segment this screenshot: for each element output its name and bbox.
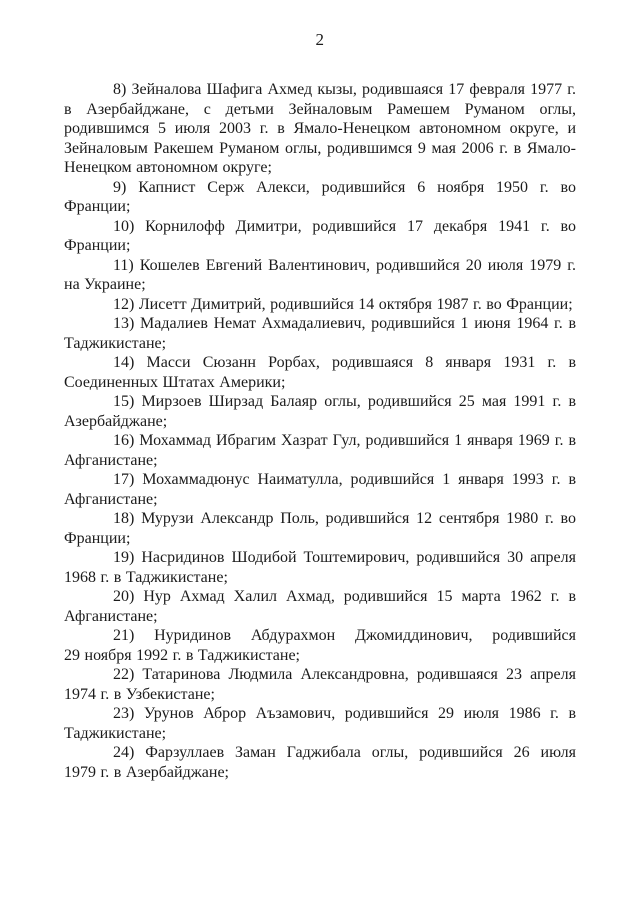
list-item-13: 13) Мадалиев Немат Ахмадалиевич, родившийся 1 июня 1964 г. в Таджикистане; <box>64 315 576 352</box>
list-item-15: 15) Мирзоев Ширзад Балаяр оглы, родившийся 25 мая 1991 г. в Азербайджане; <box>64 393 576 430</box>
document-body <box>64 80 576 782</box>
list-item-11: 11) Кошелев Евгений Валентинович, родившийся 20 июля 1979 г. на Украине; <box>64 256 576 293</box>
list-item-23: 23) Урунов Аброр Аъзамович, родившийся 29 июля 1986 г. в Таджикистане; <box>64 705 576 742</box>
list-item-22: 22) Татаринова Людмила Александровна, родившаяся 23 апреля 1974 г. в Узбекистане; <box>64 666 576 703</box>
list-item-14: 14) Масси Сюзанн Рорбах, родившаяся 8 января 1931 г. в Соединенных Штатах Америки; <box>64 354 576 391</box>
list-item-9: 9) Капнист Серж Алекси, родившийся 6 ноября 1950 г. во Франции; <box>64 178 576 215</box>
list-item-19: 19) Насридинов Шодибой Тоштемирович, родившийся 30 апреля 1968 г. в Таджикистане; <box>64 549 576 586</box>
list-item-24: 24) Фарзуллаев Заман Гаджибала оглы, родившийся 26 июля 1979 г. в Азербайджане; <box>64 744 576 781</box>
list-item-18: 18) Мурузи Александр Поль, родившийся 12 сентября 1980 г. во Франции; <box>64 510 576 547</box>
list-item-12: 12) Лисетт Димитрий, родившийся 14 октября 1987 г. во Франции; <box>113 295 573 313</box>
list-item-16: 16) Мохаммад Ибрагим Хазрат Гул, родившийся 1 января 1969 г. в Афганистане; <box>64 432 576 469</box>
list-item-21: 21) Нуридинов Абдурахмон Джомиддинович, родившийся 29 ноября 1992 г. в Таджикистане; <box>64 627 576 664</box>
list-item-8: 8) Зейналова Шафига Ахмед кызы, родившаяся 17 февраля 1977 г. в Азербайджане, с детьми Зейналовым Рамешем Руманом оглы, родившимся 5 июля 2003 г. в Ямало-Ненецком автономном округе, и Зейналовым Ракешем Руманом оглы, родившимся 9 мая 2006 г. в Ямало-Ненецком автономном округе; <box>64 81 576 176</box>
list-item-10: 10) Корнилофф Димитри, родившийся 17 декабря 1941 г. во Франции; <box>64 217 576 254</box>
list-item-20: 20) Нур Ахмад Халил Ахмад, родившийся 15 марта 1962 г. в Афганистане; <box>64 588 576 625</box>
list-item-17: 17) Мохаммадюнус Наиматулла, родившийся 1 января 1993 г. в Афганистане; <box>64 471 576 508</box>
page-number: 2 <box>315 30 325 49</box>
